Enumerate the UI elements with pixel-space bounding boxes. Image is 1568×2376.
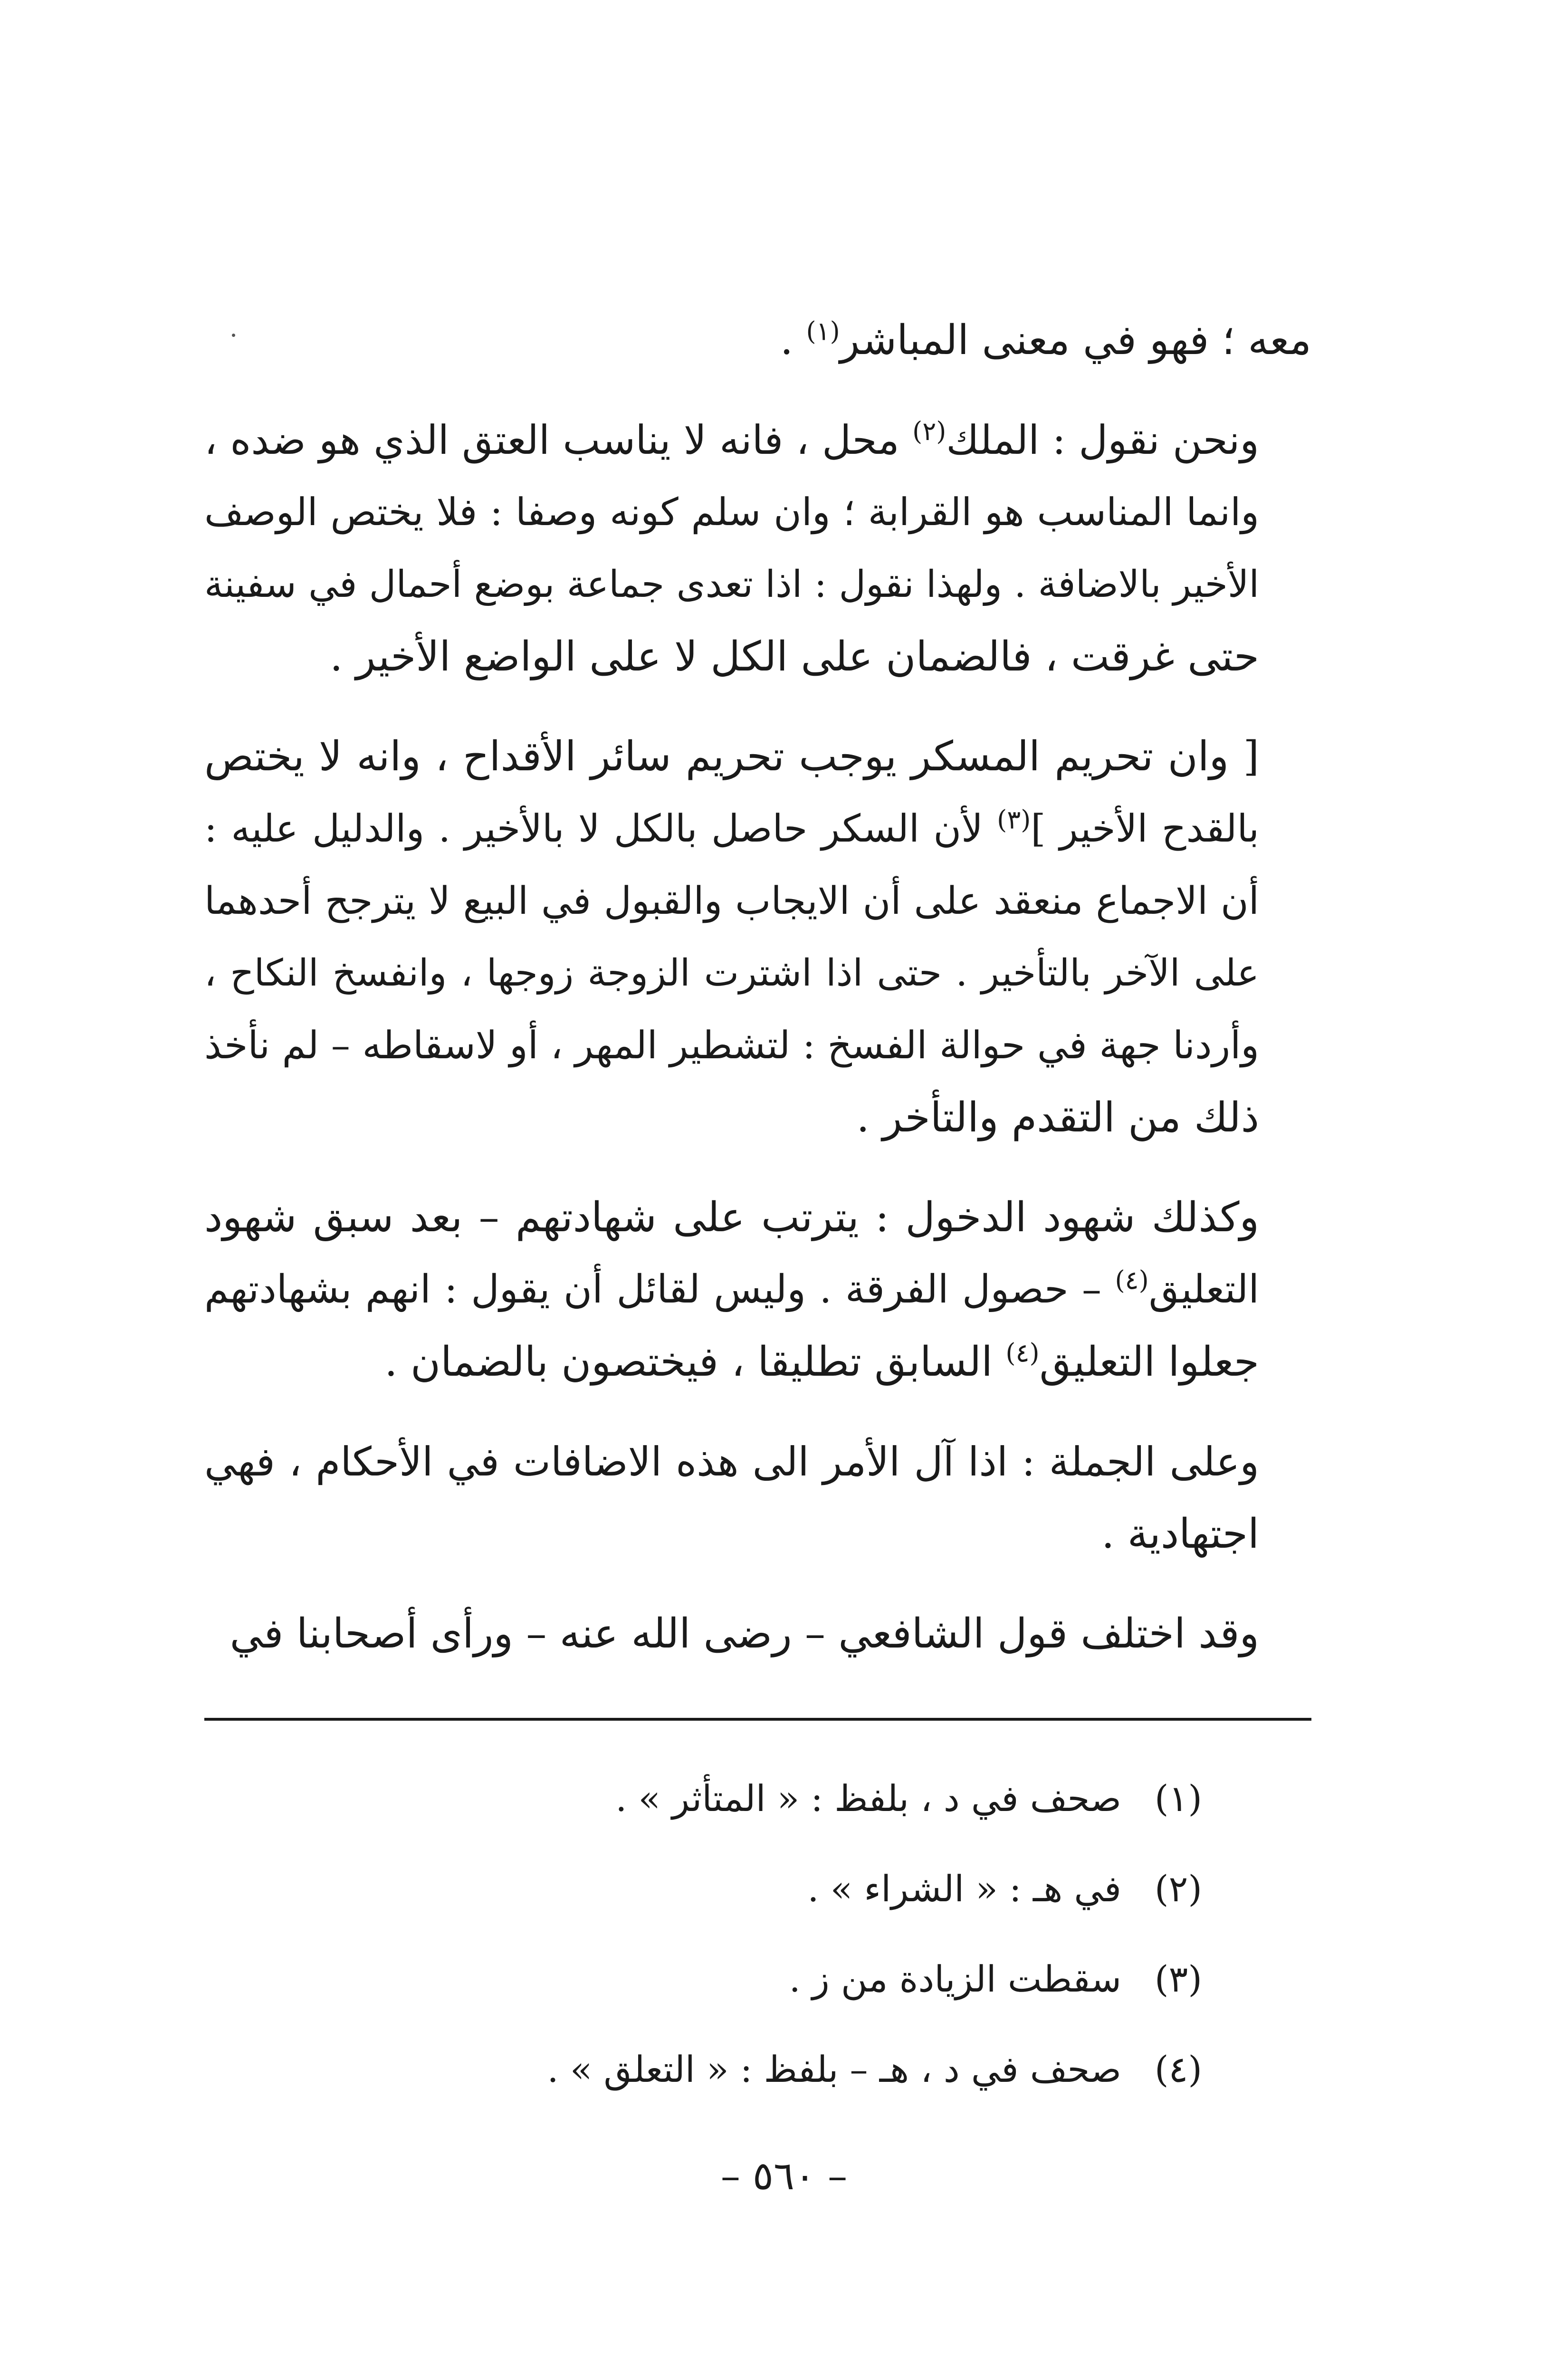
line-text: الأخير بالاضافة . ولهذا نقول : اذا تعدى جماعة بوضع أحمال في سفينة <box>204 563 1259 606</box>
text-line <box>204 1498 1311 1570</box>
text-line <box>204 1082 1311 1154</box>
text-line <box>204 548 1311 621</box>
text-line <box>204 865 1311 937</box>
line-text-tail: السابق تطليقا ، فيختصون بالضمان . <box>384 1338 1006 1386</box>
line-text: التعليق <box>1148 1267 1259 1312</box>
line-text: أن الاجماع منعقد على أن الايجاب والقبول في البيع لا يترجح أحدهما <box>204 879 1259 923</box>
line-text: حتى غرقت ، فالضمان على الكل لا على الواضع الأخير . <box>330 633 1259 680</box>
paragraph-p4 <box>204 1181 1311 1398</box>
page-number: – ٥٦٠ – <box>720 2154 848 2199</box>
footnote-separator <box>204 1718 1311 1721</box>
text-line <box>204 937 1311 1009</box>
line-text-tail: محل ، فانه لا يناسب العتق الذي هو ضده ، <box>204 417 913 463</box>
line-text: ذلك من التقدم والتأخر . <box>856 1094 1259 1141</box>
paragraph-p1 <box>204 304 1311 376</box>
text-line <box>204 793 1311 865</box>
footnote-text: صحف في د ، بلفظ : « المتأثر » . <box>615 1777 1121 1820</box>
paragraph-p2 <box>204 404 1311 693</box>
text-line <box>204 404 1311 476</box>
text-line <box>204 476 1311 548</box>
footnote-text: سقطت الزيادة من ز . <box>789 1958 1121 2000</box>
line-text: جعلوا التعليق <box>1039 1338 1259 1386</box>
footnote-text: صحف في د ، هـ – بلفظ : « التعلق » . <box>547 2048 1121 2090</box>
line-text: [ وان تحريم المسكر يوجب تحريم سائر الأقداح ، وانه لا يختص <box>204 733 1259 780</box>
text-line <box>204 1598 1311 1670</box>
line-text: على الآخر بالتأخير . حتى اذا اشترت الزوجة زوجها ، وانفسخ النكاح ، <box>204 952 1259 995</box>
line-text-tail: لأن السكر حاصل بالكل لا بالأخير . والدليل عليه : <box>204 806 997 851</box>
text-line <box>204 720 1311 793</box>
footnote-marker: (٣) <box>997 805 1031 835</box>
line-text-tail: – حصول الفرقة . وليس لقائل أن يقول : انهم بشهادتهم <box>204 1267 1115 1312</box>
footnote <box>204 1753 1202 1844</box>
footnote-number: (٢) <box>1154 1868 1202 1910</box>
line-text: اجتهادية . <box>1101 1510 1259 1558</box>
footnote-marker: (١) <box>806 316 840 346</box>
footnote-number: (٣) <box>1154 1958 1202 2000</box>
text-line <box>204 1181 1311 1254</box>
text-line <box>204 1326 1311 1398</box>
footnote-number: (٤) <box>1154 2048 1202 2090</box>
line-text: بالقدح الأخير ] <box>1031 806 1259 851</box>
footnote <box>204 2024 1202 2115</box>
paragraph-p3 <box>204 720 1311 1154</box>
footnote-marker: (٢) <box>912 416 947 446</box>
line-text: وقد اختلف قول الشافعي – رضى الله عنه – ورأى أصحابنا في <box>229 1610 1259 1657</box>
line-text: وعلى الجملة : اذا آل الأمر الى هذه الاضافات في الأحكام ، فهي <box>204 1438 1259 1485</box>
footnote-number: (١) <box>1154 1777 1202 1820</box>
line-text: وأردنا جهة في حوالة الفسخ : لتشطير المهر ، أو لاسقاطه – لم نأخذ <box>204 1023 1259 1067</box>
line-text: وكذلك شهود الدخول : يترتب على شهادتهم – بعد سبق شهود <box>204 1194 1259 1241</box>
footnotes <box>204 1753 1202 2115</box>
text-line <box>204 1009 1311 1082</box>
text-line <box>204 304 1311 376</box>
text-line <box>204 1254 1311 1326</box>
footnote-text: في هـ : « الشراء » . <box>807 1868 1121 1910</box>
footnote-marker: (٤) <box>1005 1338 1040 1368</box>
main-text <box>204 304 1311 1670</box>
line-text-tail: . <box>780 316 806 364</box>
line-text: ونحن نقول : الملك <box>946 417 1259 463</box>
text-line <box>204 1426 1311 1498</box>
paragraph-p5 <box>204 1426 1311 1570</box>
line-text: وانما المناسب هو القرابة ؛ وان سلم كونه وصفا : فلا يختص الوصف <box>204 490 1259 534</box>
line-text: معه ؛ فهو في معنى المباشر <box>840 316 1311 364</box>
footnote <box>204 1934 1202 2024</box>
paragraph-p6 <box>204 1598 1311 1670</box>
text-line <box>204 621 1311 693</box>
footnote-marker: (٤) <box>1115 1265 1149 1295</box>
footnote <box>204 1844 1202 1934</box>
